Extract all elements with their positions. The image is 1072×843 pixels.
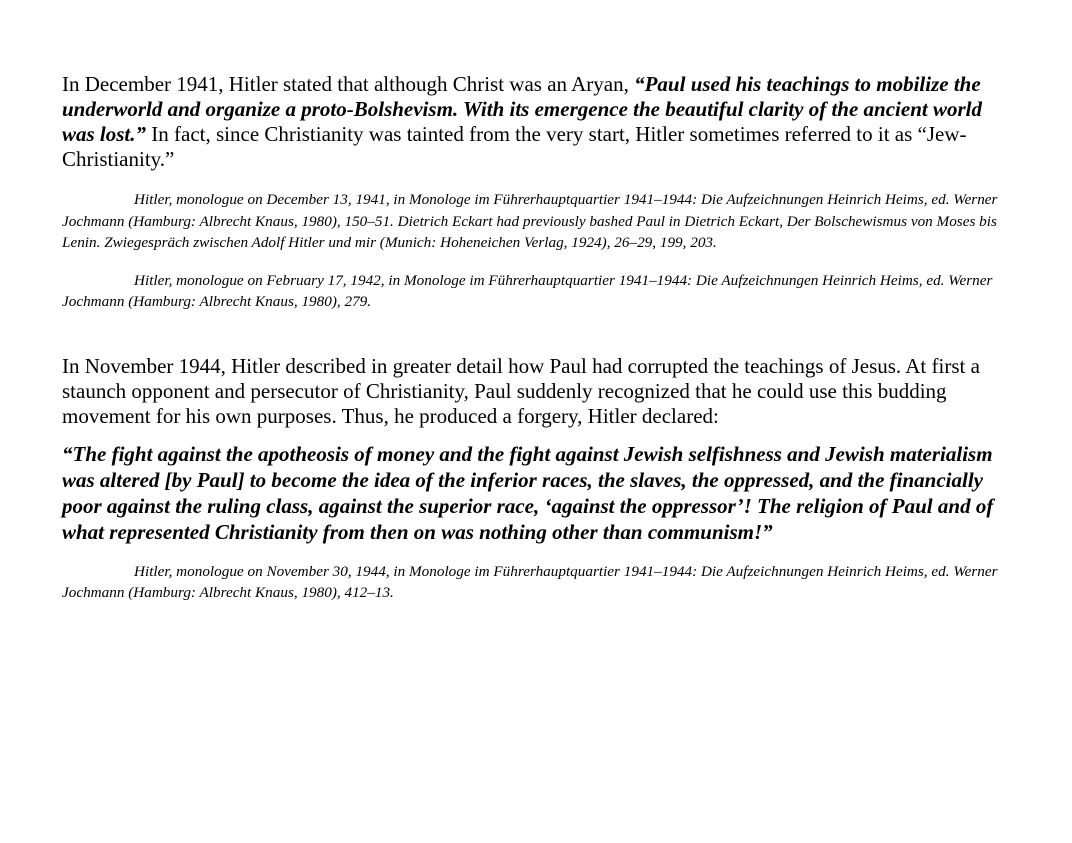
footnote-3: Hitler, monologue on November 30, 1944, in Monologe im Führerhauptquartier 1941–1944: Die Aufzeichnungen Heinrich Heims, ed. Werner Jochmann (Hamburg: Albrecht Knaus, 1980), 412–13. xyxy=(62,562,998,601)
paragraph1-trail: In fact, since Christianity was tainted from the very start, Hitler sometimes referred to it as “Jew-Christianity.” xyxy=(62,122,967,171)
footnote-2: Hitler, monologue on February 17, 1942, in Monologe im Führerhauptquartier 1941–1944: Die Aufzeichnungen Heinrich Heims, ed. Werner Jochmann (Hamburg: Albrecht Knaus, 1980), 279. xyxy=(62,271,993,310)
document-page xyxy=(62,72,1012,604)
paragraph1-quote: “Paul used his teachings to mobilize the underworld and organize a proto-Bolshevism. With its emergence the beautiful clarity of the ancient world was lost.” xyxy=(62,72,982,146)
paragraph-november-1944: In November 1944, Hitler described in greater detail how Paul had corrupted the teachings of Jesus. At first a staunch opponent and persecutor of Christianity, Paul suddenly recognized that he could use this budding movement for his own purposes. Thus, he produced a forgery, Hitler declared: xyxy=(62,353,980,428)
paragraph-december-1941 xyxy=(62,72,1012,172)
paragraph1-lead: In December 1941, Hitler stated that although Christ was an Aryan, xyxy=(62,72,635,96)
block-quote: “The fight against the apotheosis of money and the fight against Jewish selfishness and Jewish materialism was altered [by Paul] to become the idea of the inferior races, the slaves, the oppressed, and the financially poor against the ruling class, against the superior race, ‘against the oppressor’! The religion of Paul and of what represented Christianity from then on was nothing other than communism!” xyxy=(62,441,994,544)
footnote-1: Hitler, monologue on December 13, 1941, in Monologe im Führerhauptquartier 1941–1944: Die Aufzeichnungen Heinrich Heims, ed. Werner Jochmann (Hamburg: Albrecht Knaus, 1980), 150–51. Dietrich Eckart had previously bashed Paul in Dietrich Eckart, Der Bolschewismus von Moses bis Lenin. Zwiegespräch zwischen Adolf Hitler und mir (Munich: Hoheneichen Verlag, 1924), 26–29, 199, 203. xyxy=(62,191,998,251)
